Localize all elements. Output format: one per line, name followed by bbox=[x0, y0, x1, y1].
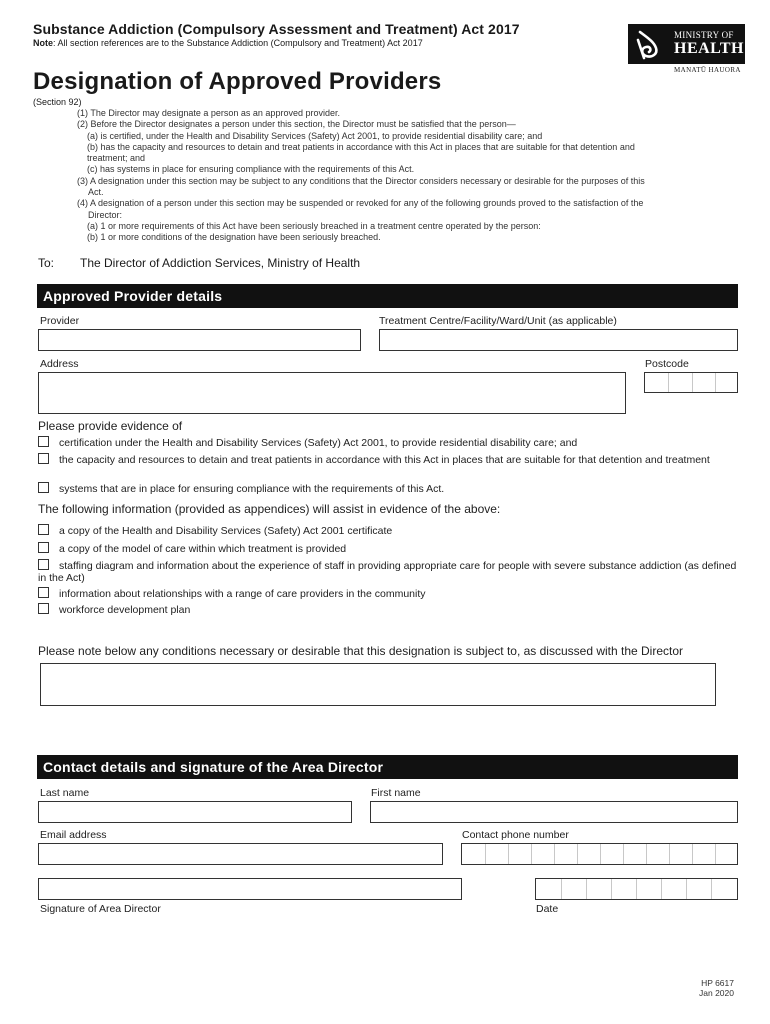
recipient-value: The Director of Addiction Services, Ministry of Health bbox=[80, 256, 361, 270]
conditions-field[interactable] bbox=[40, 663, 716, 706]
form-code: HP 6617 bbox=[701, 978, 734, 988]
appendix-item-model-of-care bbox=[38, 542, 738, 555]
checkbox[interactable] bbox=[38, 524, 49, 535]
appendix-item-text: a copy of the Health and Disability Services (Safety) Act 2001 certificate bbox=[59, 525, 393, 537]
address-label: Address bbox=[40, 358, 79, 370]
phone-field[interactable] bbox=[461, 843, 738, 865]
logo-subtitle: MANATŪ HAUORA bbox=[674, 66, 741, 74]
address-field[interactable] bbox=[38, 372, 626, 414]
legislation-clauses bbox=[77, 108, 737, 244]
logo-line1: MINISTRY OF bbox=[674, 30, 734, 40]
email-field[interactable] bbox=[38, 843, 443, 865]
checkbox[interactable] bbox=[38, 482, 49, 493]
clause-line: (b) has the capacity and resources to detain and treat patients in accordance with this Act in places that are suitable for that detention and bbox=[87, 141, 635, 152]
clause-line: (c) has systems in place for ensuring compliance with the requirements of this Act. bbox=[87, 164, 415, 175]
signature-field[interactable] bbox=[38, 878, 462, 900]
note-text: : All section references are to the Substance Addiction (Compulsory and Treatment) Act 2017 bbox=[53, 38, 423, 48]
ministry-logo bbox=[628, 24, 745, 76]
koru-logo-icon bbox=[634, 28, 668, 60]
last-name-field[interactable] bbox=[38, 801, 352, 823]
provider-field[interactable] bbox=[38, 329, 361, 351]
treatment-centre-field[interactable] bbox=[379, 329, 738, 351]
act-note bbox=[33, 38, 423, 48]
evidence-item-systems bbox=[38, 482, 738, 495]
section-reference: (Section 92) bbox=[33, 97, 82, 107]
treatment-centre-label: Treatment Centre/Facility/Ward/Unit (as applicable) bbox=[379, 315, 617, 327]
appendix-item-text: a copy of the model of care within which treatment is provided bbox=[59, 543, 347, 555]
act-title: Substance Addiction (Compulsory Assessment and Treatment) Act 2017 bbox=[33, 21, 520, 37]
checkbox[interactable] bbox=[38, 587, 49, 598]
evidence-item-certification bbox=[38, 436, 738, 449]
clause-line: (b) 1 or more conditions of the designation have been seriously breached. bbox=[87, 232, 381, 243]
date-label: Date bbox=[536, 903, 559, 915]
clause-line: (2) Before the Director designates a person under this section, the Director must be satisfied that the person— bbox=[77, 119, 516, 130]
appendix-item-certificate bbox=[38, 524, 738, 537]
appendix-item-workforce bbox=[38, 603, 738, 616]
clause-line: Director: bbox=[88, 209, 123, 220]
email-label: Email address bbox=[40, 829, 107, 841]
appendix-item-text: workforce development plan bbox=[59, 604, 191, 616]
form-date: Jan 2020 bbox=[699, 988, 734, 998]
appendix-item-staffing bbox=[38, 559, 738, 584]
phone-label: Contact phone number bbox=[462, 829, 569, 841]
form-footer bbox=[699, 978, 734, 998]
first-name-field[interactable] bbox=[370, 801, 738, 823]
clause-line: (1) The Director may designate a person as an approved provider. bbox=[77, 108, 340, 118]
appendix-item-text: staffing diagram and information about the experience of staff in providing appropriate care for people with severe substance addiction (as defined in the Act) bbox=[38, 560, 737, 584]
date-field[interactable] bbox=[535, 878, 738, 900]
evidence-item-text: systems that are in place for ensuring compliance with the requirements of this Act. bbox=[59, 483, 445, 495]
provider-label: Provider bbox=[40, 315, 80, 327]
conditions-heading: Please note below any conditions necessary or desirable that this designation is subject to, as discussed with the Director bbox=[38, 644, 684, 658]
appendix-item-text: information about relationships with a range of care providers in the community bbox=[59, 588, 426, 600]
clause-line: (a) is certified, under the Health and Disability Services (Safety) Act 2001, to provide residential disability care; and bbox=[87, 130, 543, 141]
appendix-item-relationships bbox=[38, 587, 738, 600]
recipient-row bbox=[38, 256, 360, 270]
checkbox[interactable] bbox=[38, 453, 49, 464]
first-name-label: First name bbox=[371, 787, 421, 799]
clause-line: Act. bbox=[88, 187, 104, 198]
appendices-heading: The following information (provided as appendices) will assist in evidence of the above: bbox=[38, 502, 501, 516]
clause-line: (4) A designation of a person under this section may be suspended or revoked for any of the following grounds proved to the satisfaction of the bbox=[77, 198, 644, 209]
logo-box bbox=[628, 24, 745, 64]
checkbox[interactable] bbox=[38, 559, 49, 570]
clause-line: (a) 1 or more requirements of this Act have been seriously breached in a treatment centre operated by the person: bbox=[87, 220, 541, 231]
postcode-field[interactable] bbox=[644, 372, 738, 393]
page-title: Designation of Approved Providers bbox=[33, 68, 442, 95]
last-name-label: Last name bbox=[40, 787, 90, 799]
section-heading-provider: Approved Provider details bbox=[37, 284, 738, 308]
clause-line: treatment; and bbox=[87, 153, 146, 164]
evidence-item-capacity bbox=[38, 453, 738, 466]
section-heading-contact: Contact details and signature of the Area Director bbox=[37, 755, 738, 779]
clause-line: (3) A designation under this section may be subject to any conditions that the Director considers necessary or desirable for the purposes of this bbox=[77, 175, 645, 186]
postcode-label: Postcode bbox=[645, 358, 689, 370]
evidence-heading: Please provide evidence of bbox=[38, 419, 183, 433]
to-label: To: bbox=[38, 256, 55, 270]
signature-label: Signature of Area Director bbox=[40, 903, 161, 915]
checkbox[interactable] bbox=[38, 603, 49, 614]
checkbox[interactable] bbox=[38, 542, 49, 553]
evidence-item-text: the capacity and resources to detain and treat patients in accordance with this Act in places that are suitable for that detention and treatment bbox=[59, 454, 710, 466]
evidence-item-text: certification under the Health and Disability Services (Safety) Act 2001, to provide residential disability care; and bbox=[59, 437, 578, 449]
checkbox[interactable] bbox=[38, 436, 49, 447]
logo-line2: HEALTH bbox=[674, 40, 744, 57]
note-label: Note bbox=[33, 38, 53, 48]
